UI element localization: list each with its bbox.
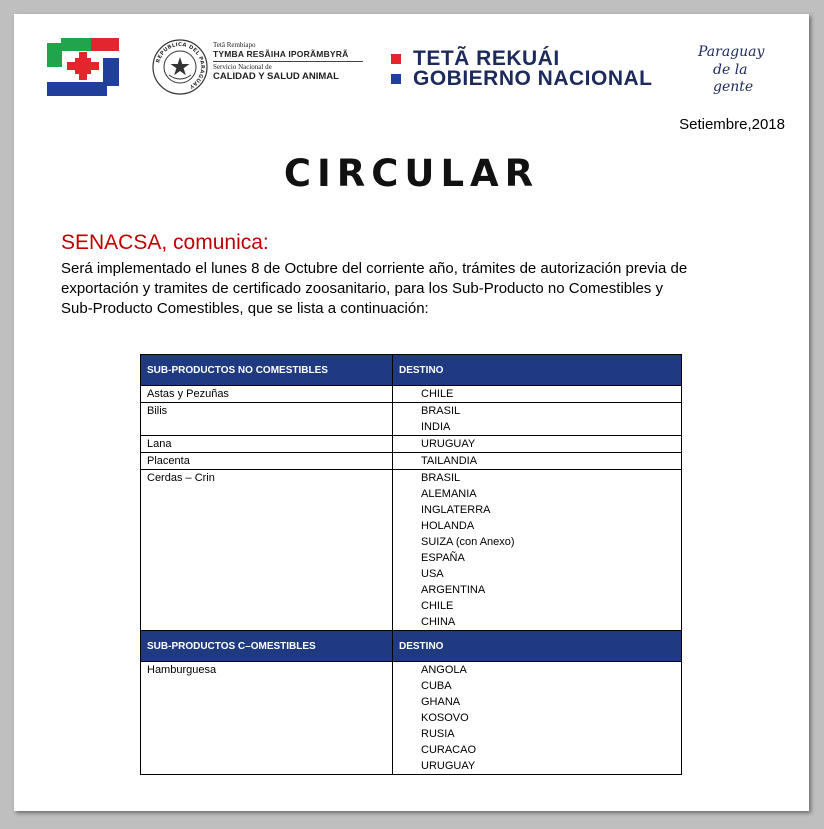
intro-line: Será implementado el lunes 8 de Octubre del corriente año, trámites de autorización previa de: [61, 260, 688, 277]
destination-country: CHILE: [421, 600, 454, 612]
destination-country: CHINA: [421, 616, 456, 628]
product-name: Placenta: [147, 455, 190, 467]
table-row: [141, 470, 682, 631]
product-cell: [141, 403, 393, 436]
product-name: Astas y Pezuñas: [147, 388, 229, 400]
product-cell: [141, 470, 393, 631]
document-date: Setiembre,2018: [679, 116, 785, 133]
destination-country: ARGENTINA: [421, 584, 486, 596]
destination-country: CUBA: [421, 680, 452, 692]
seal-line-3: Servicio Nacional de: [213, 62, 272, 71]
destination-country: RUSIA: [421, 728, 455, 740]
product-name: Cerdas – Crin: [147, 472, 215, 484]
table-row: [141, 386, 682, 403]
seal-line-2: TYMBA RESÃIHA IPORÃMBYRÃ: [213, 50, 363, 62]
paraguay-de-la-gente-logo: [698, 44, 788, 97]
table-row: [141, 453, 682, 470]
announcement-heading: SENACSA, comunica:: [61, 231, 269, 254]
destination-country: SUIZA (con Anexo): [421, 536, 515, 548]
table-section-header: [141, 355, 682, 386]
seal-line-4: CALIDAD Y SALUD ANIMAL: [213, 70, 339, 82]
gov-line-2: GOBIERNO NACIONAL: [413, 67, 653, 90]
red-square-icon: [391, 54, 401, 64]
products-table: [140, 354, 682, 775]
destination-country: ANGOLA: [421, 664, 467, 676]
destination-country: USA: [421, 568, 444, 580]
table-row: [141, 436, 682, 453]
slogan-line-2: de la gente: [713, 61, 754, 95]
destination-country: KOSOVO: [421, 712, 469, 724]
gobierno-nacional-logo: [391, 49, 653, 89]
destination-cell: [393, 436, 682, 453]
destination-cell: [393, 453, 682, 470]
table-row: [141, 403, 682, 436]
destination-country: ALEMANIA: [421, 488, 477, 500]
product-cell: [141, 386, 393, 403]
destination-country: URUGUAY: [421, 438, 476, 450]
destination-country: ESPAÑA: [421, 552, 465, 564]
destination-cell: [393, 470, 682, 631]
national-seal: [152, 39, 208, 95]
table-section-header: [141, 631, 682, 662]
product-name: Bilis: [147, 405, 168, 417]
destination-country: BRASIL: [421, 405, 461, 417]
column-header-destination: DESTINO: [393, 631, 682, 662]
seal-line-1: Tetã Rembiapo: [213, 41, 256, 49]
product-name: Hamburguesa: [147, 664, 217, 676]
destination-country: BRASIL: [421, 472, 461, 484]
destination-country: TAILANDIA: [421, 455, 478, 467]
destination-country: URUGUAY: [421, 760, 476, 772]
destination-country: INDIA: [421, 421, 451, 433]
column-header-product: SUB-PRODUCTOS NO COMESTIBLES: [141, 355, 393, 386]
destination-country: HOLANDA: [421, 520, 475, 532]
intro-paragraph: [61, 259, 761, 319]
slogan-line-1: Paraguay: [698, 44, 765, 60]
intro-line: exportación y tramites de certificado zoosanitario, para los Sub-Producto no Comestibles y: [61, 280, 663, 297]
column-header-destination: DESTINO: [393, 355, 682, 386]
destination-country: CHILE: [421, 388, 454, 400]
destination-country: INGLATERRA: [421, 504, 491, 516]
product-cell: [141, 662, 393, 775]
senacsa-name-block: [213, 42, 363, 81]
column-header-product: SUB-PRODUCTOS C–OMESTIBLES: [141, 631, 393, 662]
product-name: Lana: [147, 438, 172, 450]
svg-text:REPUBLICA DEL PARAGUAY: REPUBLICA DEL PARAGUAY: [155, 41, 206, 90]
destination-cell: [393, 662, 682, 775]
blue-square-icon: [391, 74, 401, 84]
product-cell: [141, 453, 393, 470]
product-cell: [141, 436, 393, 453]
document-title: CIRCULAR: [283, 152, 540, 195]
document-page: [14, 14, 809, 811]
intro-line: Sub-Producto Comestibles, que se lista a continuación:: [61, 300, 429, 317]
table-row: [141, 662, 682, 775]
gov-line-1: TETÃ REKUÁI: [413, 47, 560, 70]
destination-country: CURACAO: [421, 744, 477, 756]
senacsa-logo: [47, 38, 119, 96]
destination-cell: [393, 403, 682, 436]
destination-cell: [393, 386, 682, 403]
destination-country: GHANA: [421, 696, 461, 708]
